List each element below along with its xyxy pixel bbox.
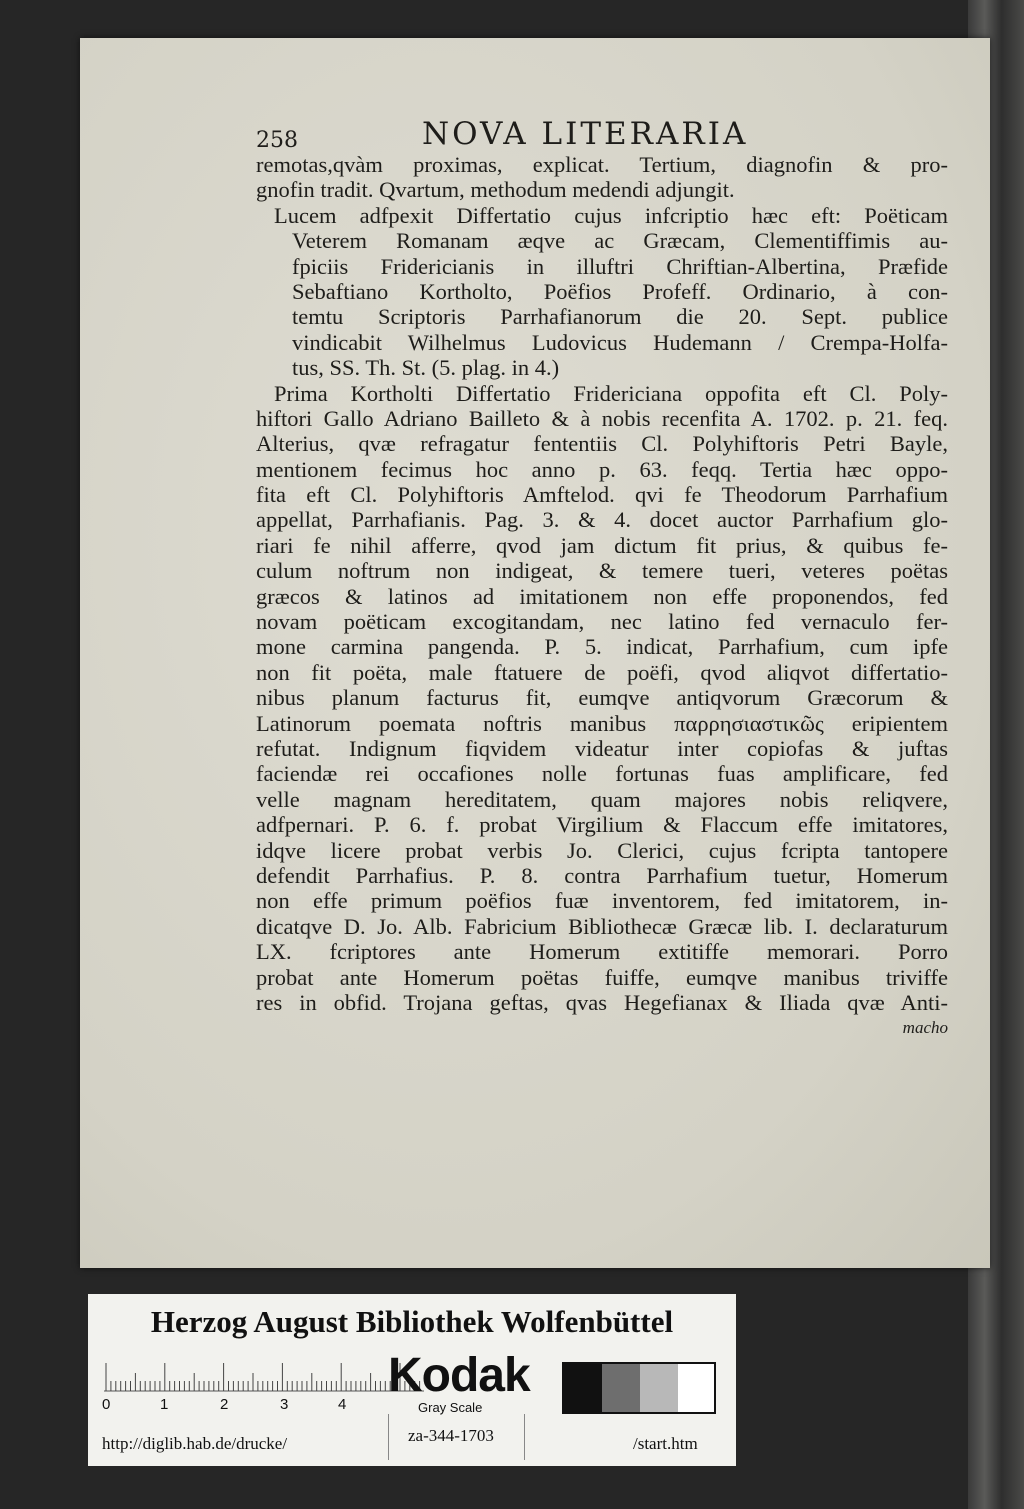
text-line: Veterem Romanam æqve ac Græcam, Clementiffimis au- <box>292 228 948 254</box>
text-line: res in obfid. Trojana geftas, qvas Hegefianax & Iliada qvæ Anti- <box>256 989 948 1015</box>
text-line: Alterius, qvæ refragatur fententiis Cl. Polyhiftoris Petri Bayle, <box>256 431 948 457</box>
text-line: appellat, Parrhafianis. Pag. 3. & 4. docet auctor Parrhafium glo- <box>256 507 948 533</box>
text-line: riari fe nihil afferre, qvod jam dictum fit prius, & quibus fe- <box>256 532 948 558</box>
text-line: gnofin tradit. Qvartum, methodum medendi adjungit. <box>256 177 735 203</box>
text-line: novam poëticam excogitandam, nec latino fed vernaculo fer- <box>256 609 948 635</box>
text-line: fpiciis Fridericianis in illuftri Chriftian-Albertina, Præfide <box>292 253 948 279</box>
page-header <box>256 116 948 152</box>
gray-swatches <box>562 1362 716 1414</box>
text-line: mentionem fecimus hoc anno p. 63. feqq. Tertia hæc oppo- <box>256 456 948 482</box>
text-line: velle magnam hereditatem, quam majores nobis reliqvere, <box>256 786 948 812</box>
divider <box>524 1414 525 1460</box>
text-line: vindicabit Wilhelmus Ludovicus Hudemann / Crempa-Holfa- <box>292 329 948 355</box>
text-line: mone carmina pangenda. P. 5. indicat, Parrhafium, cum ipfe <box>256 634 948 660</box>
url-right: /start.htm <box>633 1434 698 1453</box>
running-title: NOVA LITERARIA <box>422 116 749 152</box>
library-name: Herzog August Bibliothek Wolfenbüttel <box>150 1304 674 1339</box>
ruler-scale <box>104 1356 424 1392</box>
text-line: idqve licere probat verbis Jo. Clerici, cujus fcripta tantopere <box>256 837 948 863</box>
text-line: non effe primum poëfios fuæ inventorem, fed imitatorem, in- <box>256 888 948 914</box>
text-line: refutat. Indignum fiqvidem videatur inter copiofas & juftas <box>256 735 948 761</box>
color-target-bar <box>88 1294 736 1466</box>
text-line: tus, SS. Th. St. (5. plag. in 4.) <box>292 355 560 381</box>
text-line: hiftori Gallo Adriano Bailleto & à nobis recenfita A. 1702. p. 21. feq. <box>256 405 948 431</box>
gray-scale-label: Gray Scale <box>418 1400 483 1415</box>
text-line: Latinorum poemata noftris manibus παρρησιαστικῶς eripientem <box>256 710 948 736</box>
ruler-label-4: 4 <box>338 1396 347 1413</box>
ruler-label-1: 1 <box>160 1396 169 1413</box>
text-line: probat ante Homerum poëtas fuiffe, eumqve manibus triviffe <box>256 964 948 990</box>
text-line: culum noftrum non indigeat, & temere tueri, veteres poëtas <box>256 558 948 584</box>
swatch-dark-gray <box>602 1364 640 1412</box>
text-line: Sebaftiano Kortholto, Poëfios Profeff. Ordinario, à con- <box>292 278 948 304</box>
swatch-black <box>564 1364 602 1412</box>
text-line: fita eft Cl. Polyhiftoris Amftelod. qvi fe Theodorum Parrhafium <box>256 482 948 508</box>
text-line: faciendæ rei occafiones nolle fortunas fuas amplificare, fed <box>256 761 948 787</box>
text-line: græcos & latinos ad imitationem non effe proponendos, fed <box>256 583 948 609</box>
catchword: macho <box>902 1018 948 1038</box>
body-text <box>256 152 948 1041</box>
ruler-label-3: 3 <box>280 1396 289 1413</box>
text-line: nibus planum facturus fit, eumqve antiqvorum Græcorum & <box>256 685 948 711</box>
swatch-light-gray <box>640 1364 678 1412</box>
text-line: remotas,qvàm proximas, explicat. Tertium, diagnofin & pro- <box>256 152 948 177</box>
ruler-label-2: 2 <box>220 1396 229 1413</box>
text-line: Prima Kortholti Differtatio Fridericiana oppofita eft Cl. Poly- <box>274 380 948 406</box>
url-left: http://diglib.hab.de/drucke/ <box>102 1434 288 1453</box>
page-text-block <box>256 116 948 1041</box>
text-line: LX. fcriptores ante Homerum extitiffe memorari. Porro <box>256 939 948 965</box>
text-line: Lucem adfpexit Differtatio cujus infcriptio hæc eft: Poëticam <box>274 202 948 228</box>
shelfmark-code: za-344-1703 <box>408 1426 494 1445</box>
swatch-white <box>678 1364 714 1412</box>
text-line: defendit Parrhafius. P. 8. contra Parrhafium tuetur, Homerum <box>256 862 948 888</box>
text-line: adfpernari. P. 6. f. probat Virgilium & Flaccum effe imitatores, <box>256 812 948 838</box>
page-number: 258 <box>256 128 298 153</box>
ruler-label-0: 0 <box>102 1396 111 1413</box>
kodak-logo: Kodak <box>388 1349 530 1402</box>
text-line: temtu Scriptoris Parrhafianorum die 20. Sept. publice <box>292 304 948 330</box>
text-line: non fit poëta, male ftatuere de poëfi, qvod aliqvot differtatio- <box>256 659 948 685</box>
text-line: dicatqve D. Jo. Alb. Fabricium Bibliothecæ Græcæ lib. I. declaraturum <box>256 913 948 939</box>
divider <box>388 1414 389 1460</box>
